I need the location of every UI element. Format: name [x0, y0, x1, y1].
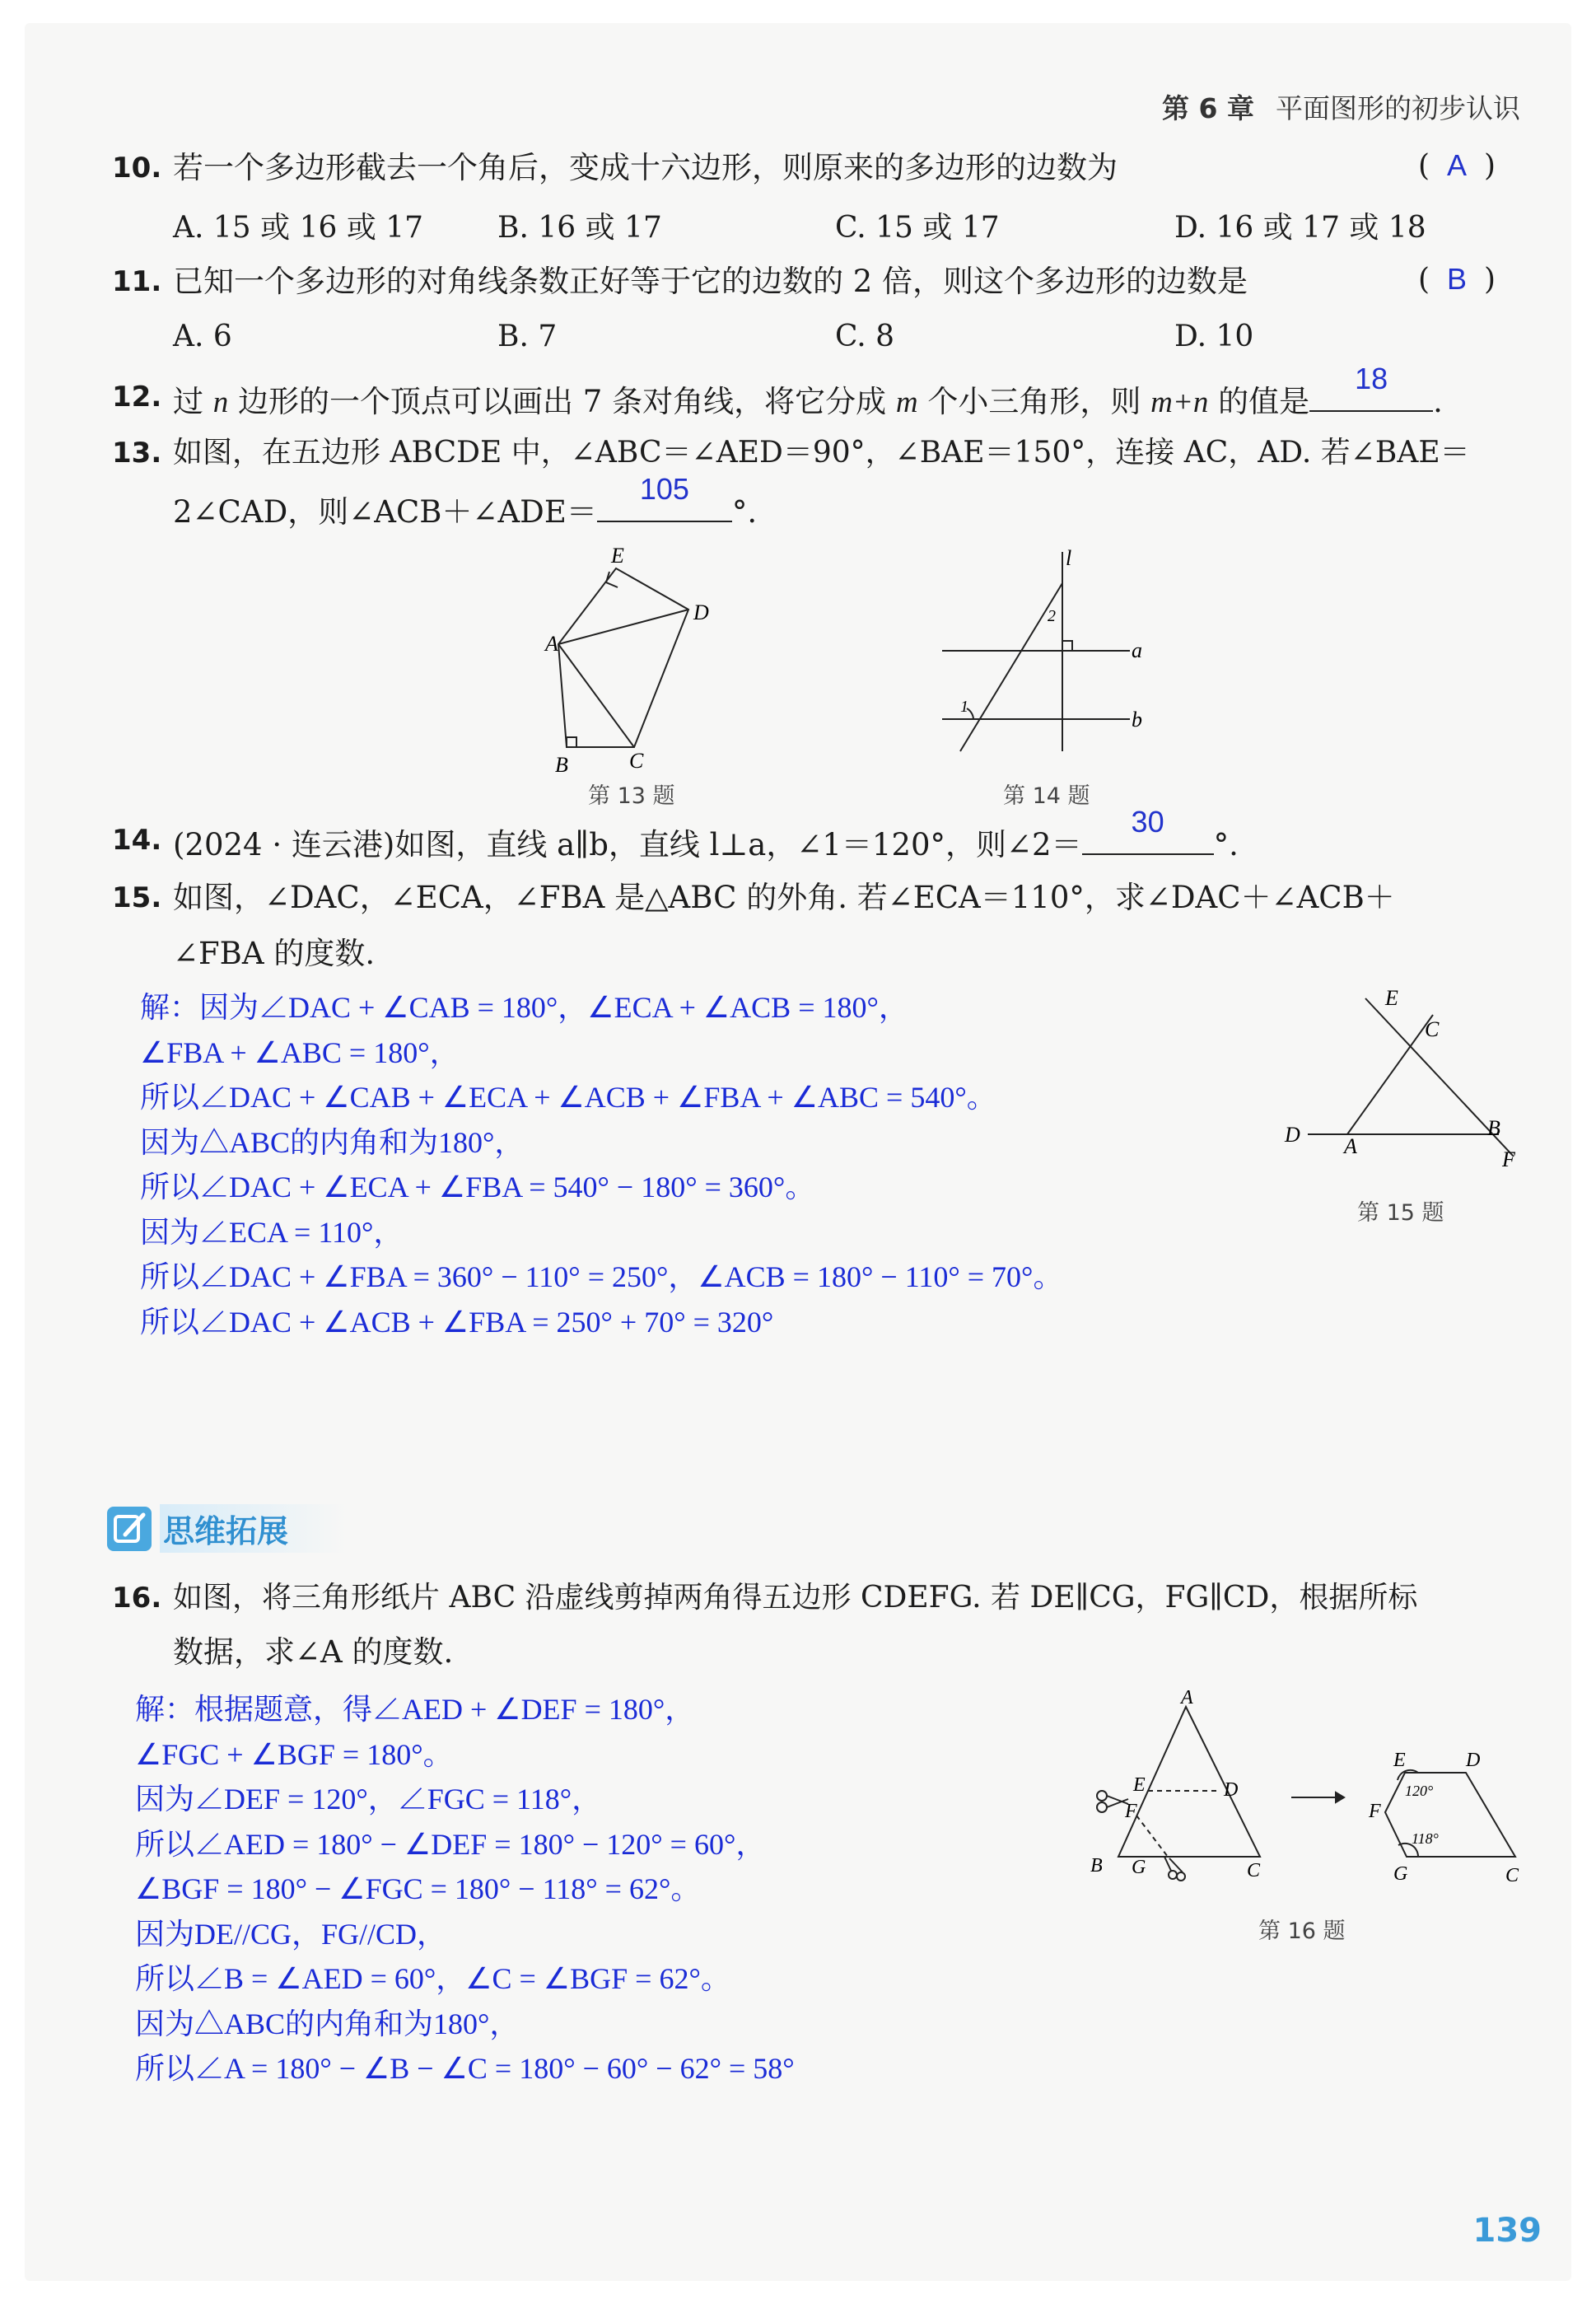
section-header: [107, 1504, 346, 1553]
q16-solution-line: ∠FGC + ∠BGF = 180°。: [135, 1737, 453, 1771]
q13-line2: 2∠CAD，则∠ACB＋∠ADE＝ 105 °.: [173, 488, 757, 532]
q12-number: 12.: [112, 381, 162, 414]
q16-number: 16.: [112, 1582, 162, 1615]
fig14-label-1: 1: [960, 698, 968, 716]
chapter-header: [1162, 87, 1520, 126]
fig13-label-a: A: [545, 632, 558, 656]
fig13-caption: 第 13 题: [588, 783, 675, 809]
figure-15: [1268, 980, 1540, 1178]
q16-solution-line: ∠BGF = 180° − ∠FGC = 180° − 118° = 62°。: [135, 1872, 701, 1905]
q11-option-a: A. 6: [173, 320, 232, 353]
q15-solution-line: 解：因为∠DAC + ∠CAB = 180°，∠ECA + ∠ACB = 180°，: [140, 991, 908, 1024]
q13-blank: [597, 472, 732, 522]
fig16-label-c: C: [1247, 1860, 1261, 1881]
q16-solution-line: 所以∠B = ∠AED = 60°，∠C = ∠BGF = 62°。: [135, 1962, 730, 1995]
fig14-label-l: l: [1066, 546, 1072, 570]
fig13-label-c: C: [629, 749, 644, 773]
q15-solution-line: 所以∠DAC + ∠CAB + ∠ECA + ∠ACB + ∠FBA + ∠ABC = 540°。: [140, 1081, 996, 1114]
chapter-number: 第 6 章: [1162, 92, 1254, 124]
q15-solution-line: 所以∠DAC + ∠ECA + ∠FBA = 540° − 180° = 360°。: [140, 1171, 815, 1203]
q16-solution-line: 所以∠A = 180° − ∠B − ∠C = 180° − 60° − 62° = 58°: [135, 2052, 795, 2085]
q15-solution-line: 因为△ABC的内角和为180°，: [140, 1125, 525, 1159]
q14-answer: 30: [1131, 805, 1164, 839]
fig15-label-b: B: [1487, 1116, 1500, 1140]
figure-13: [527, 535, 725, 783]
q15-line2: ∠FBA 的度数.: [173, 936, 376, 971]
q12-text: 过 n 边形的一个顶点可以画出 7 条对角线，将它分成 m 个小三角形，则 m+n 的值是 18 .: [173, 377, 1443, 423]
q16-line1: 如图，将三角形纸片 ABC 沿虚线剪掉两角得五边形 CDEFG. 若 DE∥CG，FG∥CD，根据所标: [173, 1581, 1418, 1615]
fig16-angle-120: 120°: [1405, 1783, 1434, 1799]
q11-answer: B: [1447, 262, 1468, 296]
fig16-label-f: F: [1125, 1801, 1137, 1822]
fig16-caption: 第 16 题: [1258, 1918, 1346, 1944]
q15-solution-line: 因为∠ECA = 110°，: [140, 1215, 404, 1249]
page-number: 139: [1472, 2212, 1542, 2250]
fig15-label-d: D: [1285, 1123, 1300, 1147]
fig15-label-f: F: [1502, 1147, 1515, 1171]
chapter-title: 平面图形的初步认识: [1276, 92, 1520, 124]
q11-option-b: B. 7: [497, 320, 558, 353]
fig16-label-g: G: [1132, 1857, 1146, 1878]
q12-answer: 18: [1355, 362, 1388, 395]
fig15-label-a: A: [1344, 1134, 1357, 1158]
fig16-pent-label-e: E: [1393, 1750, 1406, 1771]
figure-14: [931, 535, 1169, 774]
q11-option-d: D. 10: [1174, 320, 1254, 353]
q15-line1: 如图，∠DAC，∠ECA，∠FBA 是△ABC 的外角. 若∠ECA＝110°，求∠DAC＋∠ACB＋: [173, 880, 1395, 915]
q12-blank: [1309, 362, 1433, 412]
fig16-label-d: D: [1224, 1779, 1239, 1801]
q16-solution: [135, 1687, 795, 2091]
q14-number: 14.: [112, 824, 162, 857]
q10-option-b: B. 16 或 17: [497, 211, 662, 245]
q10-answer-paren: ( A ): [1418, 148, 1496, 183]
q15-solution-line: 所以∠DAC + ∠ACB + ∠FBA = 250° + 70° = 320°: [140, 1305, 774, 1339]
fig14-label-a: a: [1132, 638, 1142, 662]
section-icon: [107, 1507, 152, 1551]
q15-solution-line: ∠FBA + ∠ABC = 180°，: [140, 1035, 460, 1069]
q16-solution-line: 解：根据题意，得∠AED + ∠DEF = 180°，: [135, 1693, 695, 1726]
fig16-pent-label-c: C: [1505, 1865, 1519, 1886]
fig13-label-b: B: [555, 753, 568, 777]
q14-blank: [1082, 805, 1214, 855]
q16-line2: 数据，求∠A 的度数.: [173, 1634, 454, 1670]
q15-number: 15.: [112, 881, 162, 914]
fig14-label-2: 2: [1048, 607, 1056, 625]
fig15-label-c: C: [1425, 1017, 1440, 1041]
q10-option-c: C. 15 或 17: [835, 211, 1000, 245]
q11-number: 11.: [112, 265, 162, 298]
q13-line1: 如图，在五边形 ABCDE 中，∠ABC＝∠AED＝90°，∠BAE＝150°，连接 AC，AD. 若∠BAE＝: [173, 436, 1470, 470]
fig16-pent-label-f: F: [1369, 1801, 1381, 1822]
fig16-label-b: B: [1090, 1855, 1103, 1876]
fig16-angle-118: 118°: [1412, 1830, 1439, 1847]
q15-solution: [140, 985, 1062, 1344]
q13-number: 13.: [112, 437, 162, 470]
q11-text: 已知一个多边形的对角线条数正好等于它的边数的 2 倍，则这个多边形的边数是: [173, 264, 1248, 299]
figure-16: [1079, 1689, 1540, 1895]
fig16-label-a: A: [1181, 1689, 1193, 1708]
q10-number: 10.: [112, 152, 162, 185]
q10-answer: A: [1447, 148, 1468, 182]
pencil-check-icon: [107, 1507, 152, 1551]
q16-solution-line: 所以∠AED = 180° − ∠DEF = 180° − 120° = 60°，: [135, 1827, 766, 1861]
section-title: 思维拓展: [160, 1504, 346, 1553]
fig16-pent-label-g: G: [1393, 1863, 1408, 1885]
fig16-pent-label-d: D: [1466, 1750, 1481, 1771]
q15-solution-line: 所以∠DAC + ∠FBA = 360° − 110° = 250°，∠ACB = 180° − 110° = 70°。: [140, 1260, 1063, 1293]
fig14-caption: 第 14 题: [1003, 783, 1090, 809]
q16-solution-line: 因为∠DEF = 120°，∠FGC = 118°，: [135, 1783, 602, 1816]
q13-answer: 105: [639, 472, 689, 506]
q14-text: (2024 · 连云港)如图，直线 a∥b，直线 l⊥a，∠1＝120°，则∠2＝ 30 °.: [173, 820, 1239, 865]
q16-solution-line: 因为DE//CG，FG//CD，: [135, 1917, 447, 1951]
q16-solution-line: 因为△ABC的内角和为180°，: [135, 2007, 520, 2040]
fig13-label-e: E: [611, 544, 624, 568]
q10-text: 若一个多边形截去一个角后，变成十六边形，则原来的多边形的边数为: [173, 150, 1118, 185]
q11-option-c: C. 8: [835, 320, 895, 353]
q10-option-a: A. 15 或 16 或 17: [173, 211, 424, 245]
q11-answer-paren: ( B ): [1418, 262, 1496, 297]
fig15-label-e: E: [1385, 986, 1398, 1010]
fig13-label-d: D: [693, 601, 709, 624]
q10-option-d: D. 16 或 17 或 18: [1174, 211, 1426, 245]
fig15-caption: 第 15 题: [1357, 1200, 1444, 1226]
fig14-label-b: b: [1132, 708, 1142, 731]
fig16-label-e: E: [1133, 1774, 1146, 1796]
